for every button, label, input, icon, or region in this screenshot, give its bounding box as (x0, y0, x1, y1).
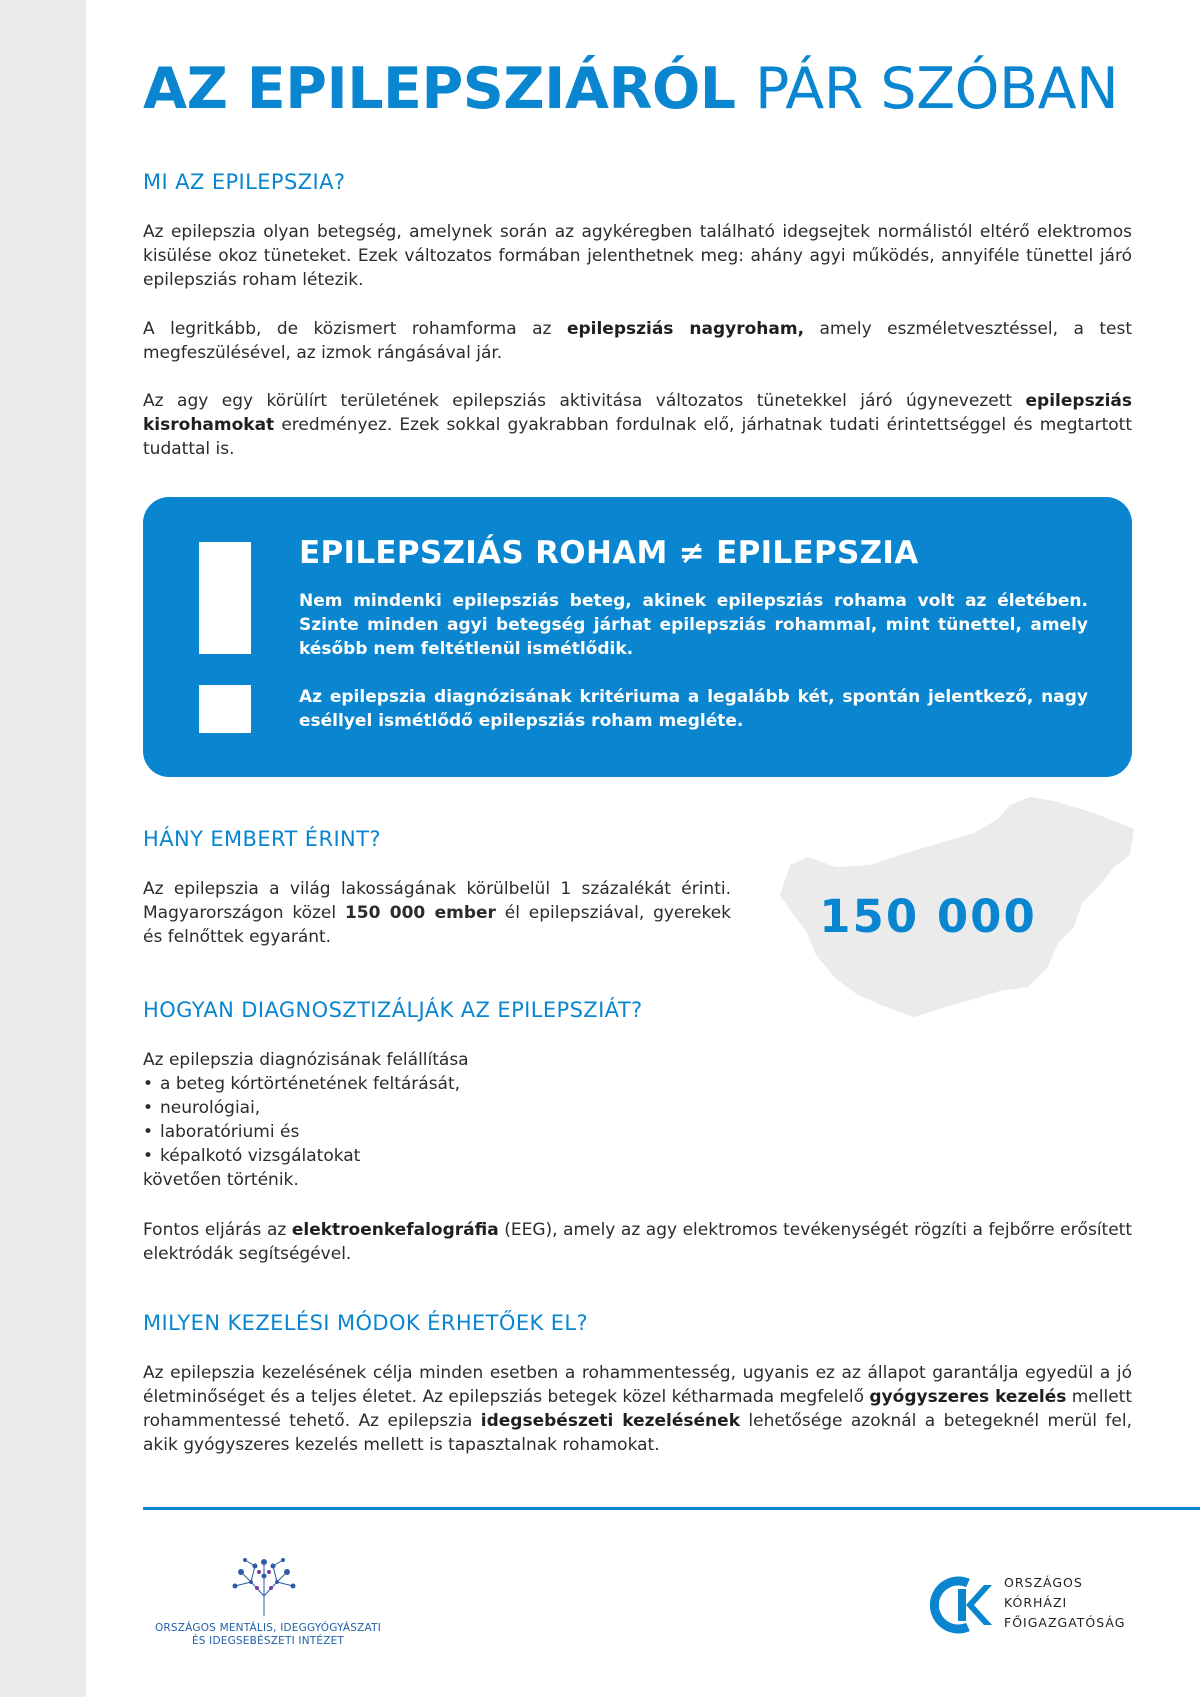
callout-paragraph-1: Nem mindenki epilepsziás beteg, akinek epilepsziás rohama volt az életében. Szinte minden agyi betegség járhat epilepsziás rohammal, mint tünettel, amely később nem feltétlenül ismétlődik. (299, 591, 1088, 659)
list-item-text: a beteg kórtörténetének feltárását, (160, 1074, 461, 1094)
omi-line-1: ORSZÁGOS MENTÁLIS, IDEGGYÓGYÁSZATI (154, 1622, 382, 1634)
paragraph-focal-seizures (143, 389, 1132, 461)
text-run: Az agy egy körülírt területének epilepsziás aktivitása változatos tünetekkel járó úgynevezett (143, 391, 1026, 411)
callout-paragraph-2: Az epilepszia diagnózisának kritériuma a legalább két, spontán jelentkező, nagy eséllyel ismétlődő epilepsziás roham megléte. (299, 687, 1088, 731)
list-item (143, 1072, 460, 1096)
text-run: Az epilepszia kezelésének célja minden esetben a rohammentesség, ugyanis ez az állapot garantálja egyedül a jó életminőséget és a teljes életet. Az epilepsziás betegek közel kétharmada megfelelő (143, 1363, 1132, 1407)
emphasis-count: 150 000 ember (344, 903, 496, 923)
section-heading-treatment: MILYEN KEZELÉSI MÓDOK ÉRHETŐEK EL? (143, 1311, 589, 1335)
diagnosis-intro: Az epilepszia diagnózisának felállítása (143, 1050, 469, 1070)
exclamation-dot (199, 685, 251, 733)
section-heading-what-is: MI AZ EPILEPSZIA? (143, 170, 346, 194)
bullet-icon: • (143, 1074, 154, 1094)
okfo-logo (928, 1570, 1168, 1650)
paragraph-eeg (143, 1218, 1132, 1266)
okfo-line-1: ORSZÁGOS (1004, 1575, 1083, 1590)
callout-title: EPILEPSZIÁS ROHAM ≠ EPILEPSZIA (299, 535, 919, 571)
page-title-light: PÁR SZÓBAN (754, 56, 1119, 122)
page-title-bold: AZ EPILEPSZIÁRÓL (143, 56, 736, 122)
diagnosis-outro: követően történik. (143, 1170, 299, 1190)
list-item (143, 1144, 460, 1168)
text-run: A legritkább, de közismert rohamforma az (143, 319, 567, 339)
neuron-tree-icon (229, 1558, 299, 1618)
omi-logo-text (143, 1622, 393, 1648)
text-run: Az epilepszia a világ lakosságának körülbelül 1 százalékát érinti. Magyarországon közel (143, 879, 731, 923)
emphasis-neurosurgery: idegsebészeti kezelésének (480, 1411, 740, 1431)
bullet-icon: • (143, 1146, 154, 1166)
big-number-affected: 150 000 (819, 890, 1037, 943)
footer-rule (143, 1507, 1200, 1510)
paragraph-grand-mal (143, 317, 1132, 365)
diagnosis-list (143, 1072, 460, 1168)
omi-line-2: ÉS IDEGSEBÉSZETI INTÉZET (191, 1635, 345, 1647)
list-item (143, 1096, 460, 1120)
paragraph-treatment (143, 1361, 1132, 1457)
exclamation-icon (199, 542, 251, 654)
okfo-line-2: KÓRHÁZI (1004, 1595, 1068, 1610)
paragraph-prevalence (143, 877, 731, 949)
emphasis-medication: gyógyszeres kezelés (869, 1387, 1067, 1407)
page-title (143, 58, 1118, 121)
text-run: amely eszméletvesztéssel, a test megfeszülésével, az izmok rángásával jár. (143, 319, 1132, 363)
okfo-logo-text (1004, 1573, 1125, 1633)
bullet-icon: • (143, 1098, 154, 1118)
text-run: lehetősége azoknál a betegeknél merül fel, akik gyógyszeres kezelés mellett is tapasztalnak rohamokat. (143, 1411, 1132, 1455)
list-item (143, 1120, 460, 1144)
text-run: eredményez. Ezek sokkal gyakrabban fordulnak elő, járhatnak tudati érintettséggel és megtartott tudattal is. (143, 415, 1132, 459)
text-run: él epilepsziával, gyerekek és felnőttek egyaránt. (143, 903, 732, 947)
text-run: mellett rohammentessé tehető. Az epilepszia (143, 1387, 1133, 1431)
emphasis-focal-seizures: epilepsziás kisrohamokat (143, 391, 1132, 435)
list-item-text: laboratóriumi és (160, 1122, 300, 1142)
text-run: Fontos eljárás az (143, 1220, 292, 1240)
ck-monogram-icon (928, 1575, 994, 1635)
side-band (0, 0, 86, 1697)
callout-box (143, 497, 1132, 777)
text-run: (EEG), amely az agy elektromos tevékenységét rögzíti a fejbőrre erősített elektródák segítségével. (143, 1220, 1132, 1264)
emphasis-eeg: elektroenkefalográfia (291, 1220, 499, 1240)
list-item-text: neurológiai, (160, 1098, 261, 1118)
section-heading-prevalence: HÁNY EMBERT ÉRINT? (143, 827, 381, 851)
paragraph-definition: Az epilepszia olyan betegség, amelynek során az agykéregben található idegsejtek normálistól eltérő elektromos kisülése okoz tüneteket. Ezek változatos formában jelenthetnek meg: ahány agyi működés, annyiféle tünettel járó epilepsziás roham létezik. (143, 222, 1132, 290)
bullet-icon: • (143, 1122, 154, 1142)
omi-logo (143, 1558, 393, 1648)
okfo-line-3: FŐIGAZGATÓSÁG (1004, 1615, 1126, 1630)
section-heading-diagnosis: HOGYAN DIAGNOSZTIZÁLJÁK AZ EPILEPSZIÁT? (143, 998, 643, 1022)
list-item-text: képalkotó vizsgálatokat (160, 1146, 361, 1166)
emphasis-grand-mal: epilepsziás nagyroham, (566, 319, 805, 339)
